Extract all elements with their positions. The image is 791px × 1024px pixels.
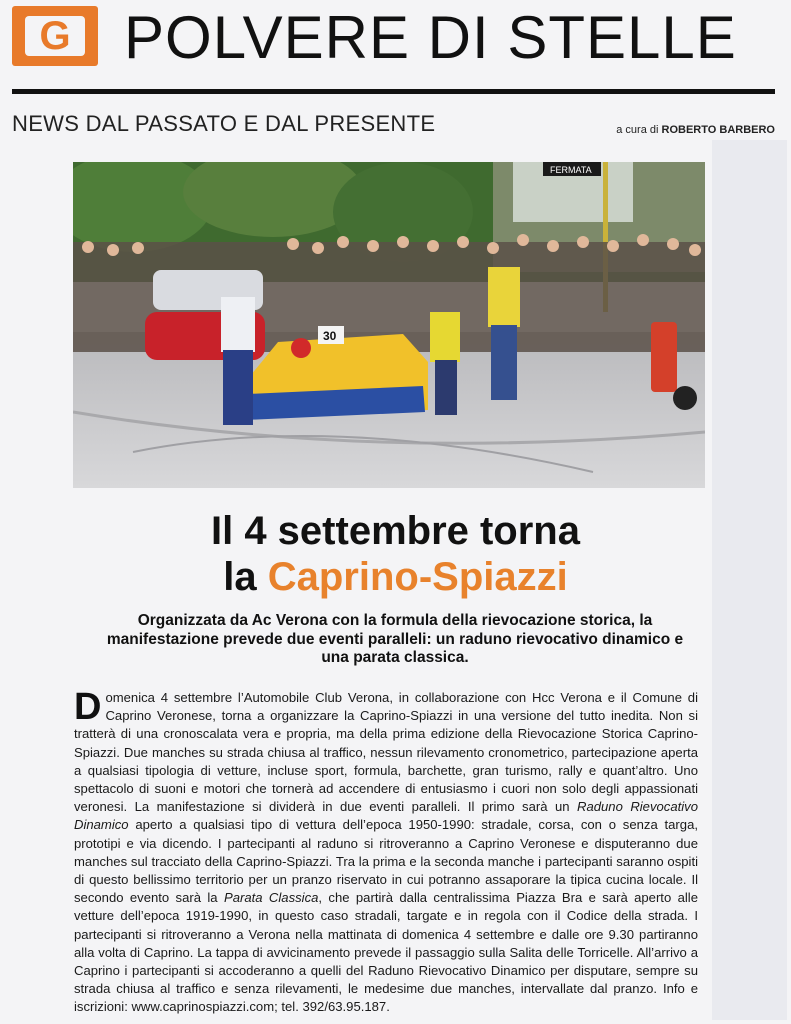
section-title: NEWS DAL PASSATO E DAL PRESENTE [12,111,436,136]
headline-line-2 [0,554,791,600]
drop-cap: D [74,686,102,728]
byline-prefix: a cura di [616,124,659,136]
masthead-rule [12,89,775,94]
article-paragraph-2: aperto a qualsiasi tipo di vettura dell’epoca 1950-1990: stradale, corsa, con o senza targa, prototipi e via dicendo. I partecipanti al raduno si ritroveranno a Caprino Veronese e disputeranno due manches sul tracciato della Caprino-Spiazzi. Tra la prima e la seconda manche i partecipanti saranno ospiti di questo bellissimo territorio per un pranzo riservato in cui potranno assaporare la tipica cucina locale. Il secondo evento sarà la [74,817,698,906]
headline-accent: Caprino-Spiazzi [267,555,568,599]
fermata-sign: FERMATA [550,165,592,175]
byline [616,124,775,136]
article-emphasis-parata: Parata Classica [223,890,319,906]
masthead-title: POLVERE DI STELLE [124,4,737,71]
article-body [74,686,698,1017]
headline-line-1: Il 4 settembre torna [210,509,580,553]
car-number: 30 [323,329,337,343]
byline-author: ROBERTO BARBERO [661,124,775,136]
article-emphasis-raduno: Raduno Rievocativo Dinamico [74,799,698,833]
headline-line-2-plain: la [223,555,268,599]
deck-subtitle: Organizzata da Ac Verona con la formula della rievocazione storica, la manifestazione prevede due eventi paralleli: un raduno rievocativo dinamico e una parata classica. [106,612,684,666]
article-paragraph-1: omenica 4 settembre l’Automobile Club Verona, in collaborazione con Hcc Verona e il Comune di Caprino Veronese, torna a organizzare la Caprino-Spiazzi in una versione del tutto inedita. Non si tratterà di una cronoscalata vera e propria, ma della prima edizione della Rievocazione Storica Caprino-Spiazzi. Due manches su strada chiusa al traffico, nessun rilevamento cronometrico, partecipazione aperta a qualsiasi tipologia di vetture, incluse sport, formula, barchette, gran turismo, rally e quant’altro. Uno spettacolo di suoni e motori che tornerà ad accendere di entusiasmo i cuori non solo degli appassionati veronesi. La manifestazione si dividerà in due eventi paralleli. Il primo sarà un [74,690,698,815]
article-paragraph-3: , che partirà dalla centralissima Piazza Bra e sarà aperto alle vetture dell’epoca 1919-1990, in questo caso stradali, targate e in regola con il Codice della strada. I partecipanti si ritroveranno a Verona nella mattinata di domenica 4 settembre e dalle ore 9.30 partiranno alla volta di Caprino. La tappa di avvicinamento prevede il passaggio sulla Salita delle Torricelle. All’arrivo a Caprino i partecipanti si accoderanno a quelli del Raduno Rievocativo Dinamico per disputare, sempre su strada chiusa al traffico e senza rilevamenti, le medesime due manches, intervallate dal pranzo. Info e iscrizioni: www.caprinospiazzi.com; tel. 392/63.95.187. [74,890,698,1015]
logo-letter: G [25,16,85,56]
magazine-logo [12,6,98,66]
race-photo [73,162,705,488]
